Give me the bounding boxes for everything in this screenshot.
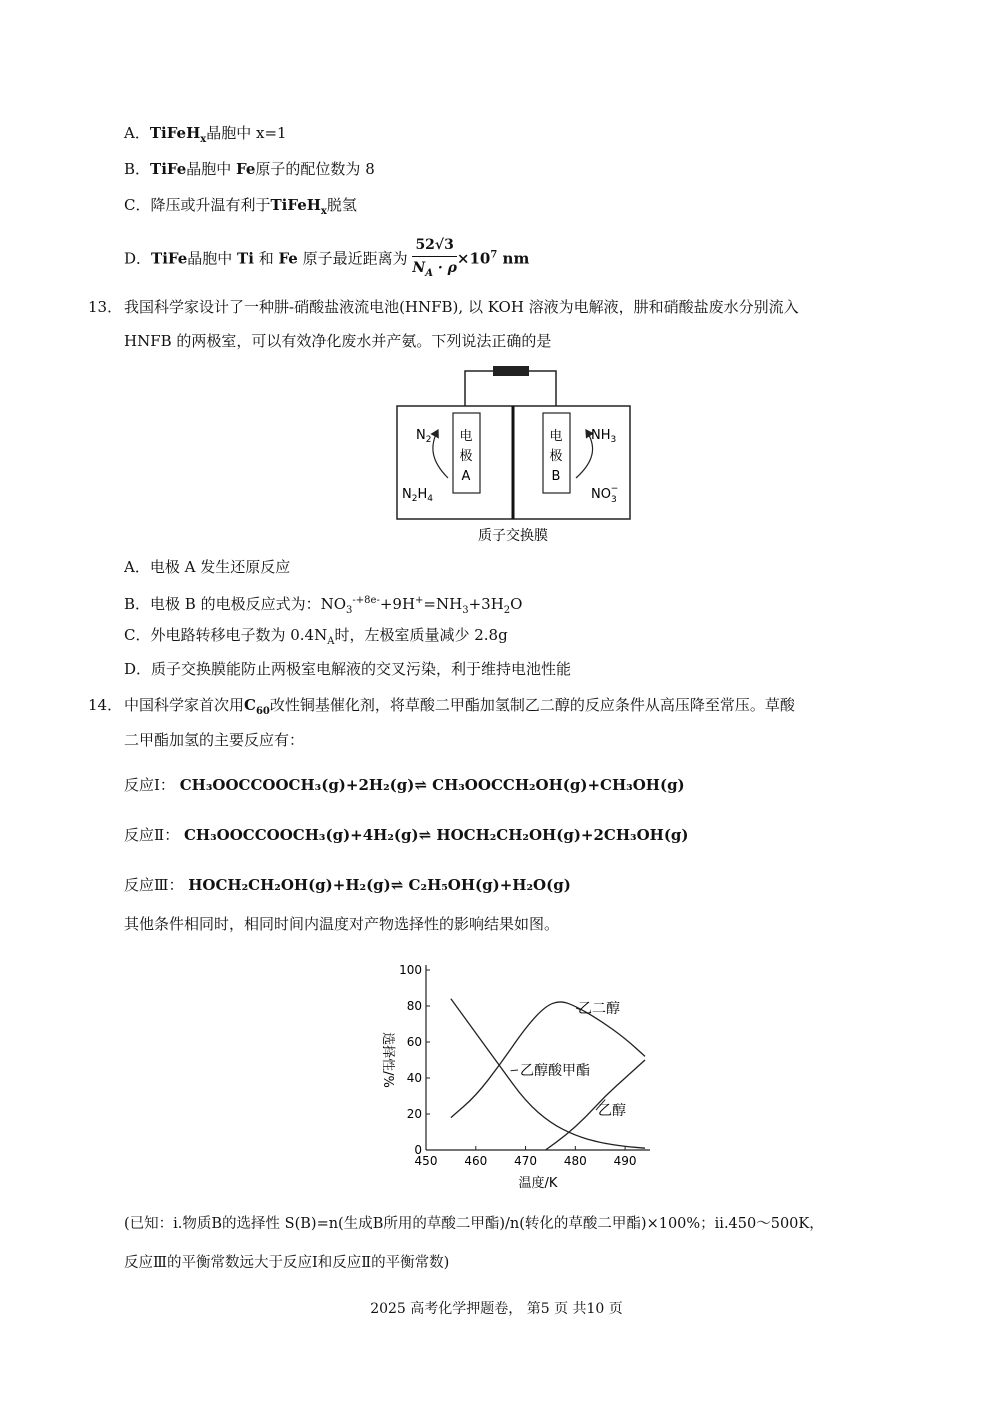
y-axis-label: 选择性/%	[380, 1032, 395, 1088]
series-label: 乙二醇	[578, 1001, 620, 1017]
electrode-b-char3: B	[551, 469, 561, 484]
selectivity-chart	[370, 955, 670, 1200]
label-n2: $N_2$	[416, 428, 432, 445]
x-tick-label: 460	[464, 1154, 488, 1168]
q13-number: 13．	[88, 298, 123, 316]
electrode-a-char2: 极	[459, 449, 473, 464]
electrode-b-char2: 极	[549, 449, 563, 464]
label-nh3: $NH_3$	[591, 428, 617, 445]
q12-option-a: A．TiFeH$_x$晶胞中 x=1	[124, 124, 287, 145]
q12-option-b: B．TiFe晶胞中 Fe原子的配位数为 8	[124, 160, 375, 178]
q13-option-b: B．电极 B 的电极反应式为：$NO_3^{-+8e-}+9H^+=NH_3+3H_2O$	[124, 595, 523, 616]
q13-option-d: D．质子交换膜能防止两极室电解液的交叉污染，利于维持电池性能	[124, 660, 572, 678]
q14-note-line1: (已知：i.物质B的选择性 S(B)=n(生成B所用的草酸二甲酯)/n(转化的草酸二甲酯)×100%；ii.450～500K，	[124, 1216, 824, 1232]
q13-stem-line1: 我国科学家设计了一种肼-硝酸盐液流电池(HNFB), 以 KOH 溶液为电解液，肼和硝酸盐废水分别流入	[124, 298, 799, 316]
page-footer: 2025 高考化学押题卷， 第5 页 共10 页	[370, 1301, 623, 1317]
y-tick-label: 40	[406, 1071, 422, 1085]
electrode-b-char1: 电	[549, 429, 563, 444]
y-tick-label: 100	[399, 963, 422, 977]
y-tick-label: 0	[414, 1143, 422, 1157]
y-tick-label: 20	[406, 1107, 422, 1121]
y-tick-label: 80	[406, 999, 422, 1013]
q14-stem-line2: 二甲酯加氢的主要反应有：	[124, 731, 305, 749]
q14-number: 14．	[88, 696, 123, 714]
reaction-2: 反应Ⅱ： CH₃OOCCOOCH₃(g)+4H₂(g)⇌ HOCH₂CH₂OH(g)+2CH₃OH(g)	[124, 826, 689, 844]
q14-stem-line1: 中国科学家首次用$C_{60}$改性铜基催化剂，将草酸二甲酯加氢制乙二醇的反应条件从高压降至常压。草酸	[124, 696, 795, 717]
label-n2h4: $N_2H_4$	[402, 487, 433, 504]
q12-option-d: D．TiFe晶胞中 Ti 和 Fe 原子最近距离为 $\frac{52√3}{N_A \cdot \rho}$ $\times 10^7$ nm	[124, 234, 529, 285]
cell-diagram	[390, 360, 640, 550]
q14-note-line2: 反应Ⅲ的平衡常数远大于反应Ⅰ和反应Ⅱ的平衡常数)	[124, 1255, 450, 1271]
distance-fraction: $\frac{52√3}{N_A \cdot \rho}$	[412, 234, 457, 285]
reaction-3: 反应Ⅲ： HOCH₂CH₂OH(g)+H₂(g)⇌ C₂H₅OH(g)+H₂O(g)	[124, 876, 571, 894]
q12-option-c: C．降压或升温有利于TiFeH$_x$脱氢	[124, 196, 357, 217]
q13-option-c: C．外电路转移电子数为 $0.4N_A$时，左极室质量减少 2.8g	[124, 626, 508, 647]
electrode-a-char3: A	[461, 469, 471, 484]
membrane-caption: 质子交换膜	[478, 528, 548, 544]
y-tick-label: 60	[406, 1035, 422, 1049]
q13-option-a: A．电极 A 发生还原反应	[124, 558, 291, 576]
x-tick-label: 490	[613, 1154, 637, 1168]
series-leader-line	[511, 1070, 518, 1071]
series-line-0	[451, 1002, 645, 1118]
series-label: 乙醇	[598, 1103, 626, 1119]
series-label: 乙醇酸甲酯	[520, 1063, 590, 1079]
q14-condition-text: 其他条件相同时，相同时间内温度对产物选择性的影响结果如图。	[124, 915, 560, 933]
q13-stem-line2: HNFB 的两极室，可以有效净化废水并产氨。下列说法正确的是	[124, 332, 552, 350]
label-no3: $NO_3-$	[591, 484, 619, 505]
x-tick-label: 470	[514, 1154, 538, 1168]
reaction-1: 反应Ⅰ： CH₃OOCCOOCH₃(g)+2H₂(g)⇌ CH₃OOCCH₂OH(g)+CH₃OH(g)	[124, 776, 685, 794]
x-tick-label: 480	[563, 1154, 587, 1168]
x-tick-label: 450	[414, 1154, 438, 1168]
resistor-icon	[493, 366, 529, 376]
electrode-a-char1: 电	[459, 429, 473, 444]
x-axis-label: 温度/K	[518, 1176, 558, 1191]
left-arrow-icon	[433, 430, 448, 478]
